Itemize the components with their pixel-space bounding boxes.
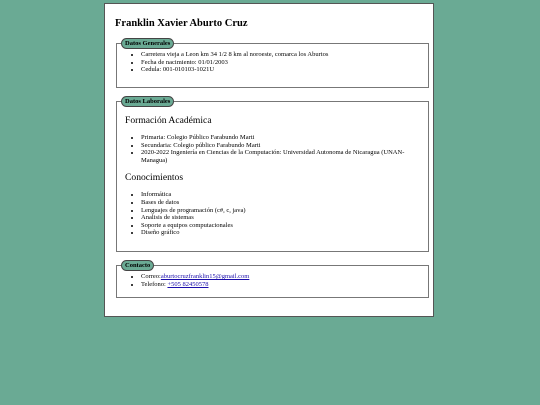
list-item: • Diseño gráfico — [141, 229, 420, 237]
datos-generales-section — [116, 38, 429, 88]
list-item: • Soporte a equipos computacionales — [141, 222, 420, 230]
email-label: Correo: — [141, 273, 161, 280]
phone-link[interactable]: +505 82450578 — [167, 280, 209, 288]
list-item: • 2020-2022 Ingeniería en Ciencias de la Computación: Universidad Autonoma de Nicaragua (UNAN-Managua) — [141, 149, 420, 164]
contacto-section — [116, 260, 429, 298]
formacion-heading: Formación Académica — [125, 115, 212, 126]
list-item: • Bases de datos — [141, 199, 420, 207]
conocimientos-list — [125, 191, 420, 237]
datos-generales-legend: Datos Generales — [121, 38, 174, 49]
page-title: Franklin Xavier Aburto Cruz — [115, 18, 248, 29]
datos-laborales-legend: Datos Laborales — [121, 96, 174, 107]
resume-page — [104, 3, 434, 317]
contacto-list — [125, 273, 420, 288]
list-item: • Primaria: Colegio Público Farabundo Marti — [141, 134, 420, 142]
email-link[interactable]: aburtocruzfranklin15@gmail.com — [160, 273, 250, 280]
list-item: • Carretera vieja a Leon km 34 1/2 8 km al noroeste, comarca los Aburtos — [141, 51, 420, 59]
list-item: • Secundaria: Colegio público Farabundo Marti — [141, 142, 420, 150]
formacion-list — [125, 134, 420, 164]
list-item: • Analisis de sistemas — [141, 214, 420, 222]
datos-generales-list — [125, 51, 420, 74]
contact-phone-item — [141, 281, 420, 289]
phone-label: Telefono: — [141, 280, 168, 288]
conocimientos-heading: Conocimientos — [125, 172, 184, 184]
datos-laborales-section — [116, 96, 429, 252]
list-item: • Cedula: 001-010103-1021U — [141, 66, 420, 74]
list-item: • Lenguajes de programación (c#, c, java) — [141, 207, 420, 215]
contacto-legend: Contacto — [121, 260, 154, 271]
contact-email-item — [141, 273, 420, 281]
list-item: • Informática — [141, 191, 420, 199]
list-item: • Fecha de nacimiento: 01/01/2003 — [141, 59, 420, 67]
